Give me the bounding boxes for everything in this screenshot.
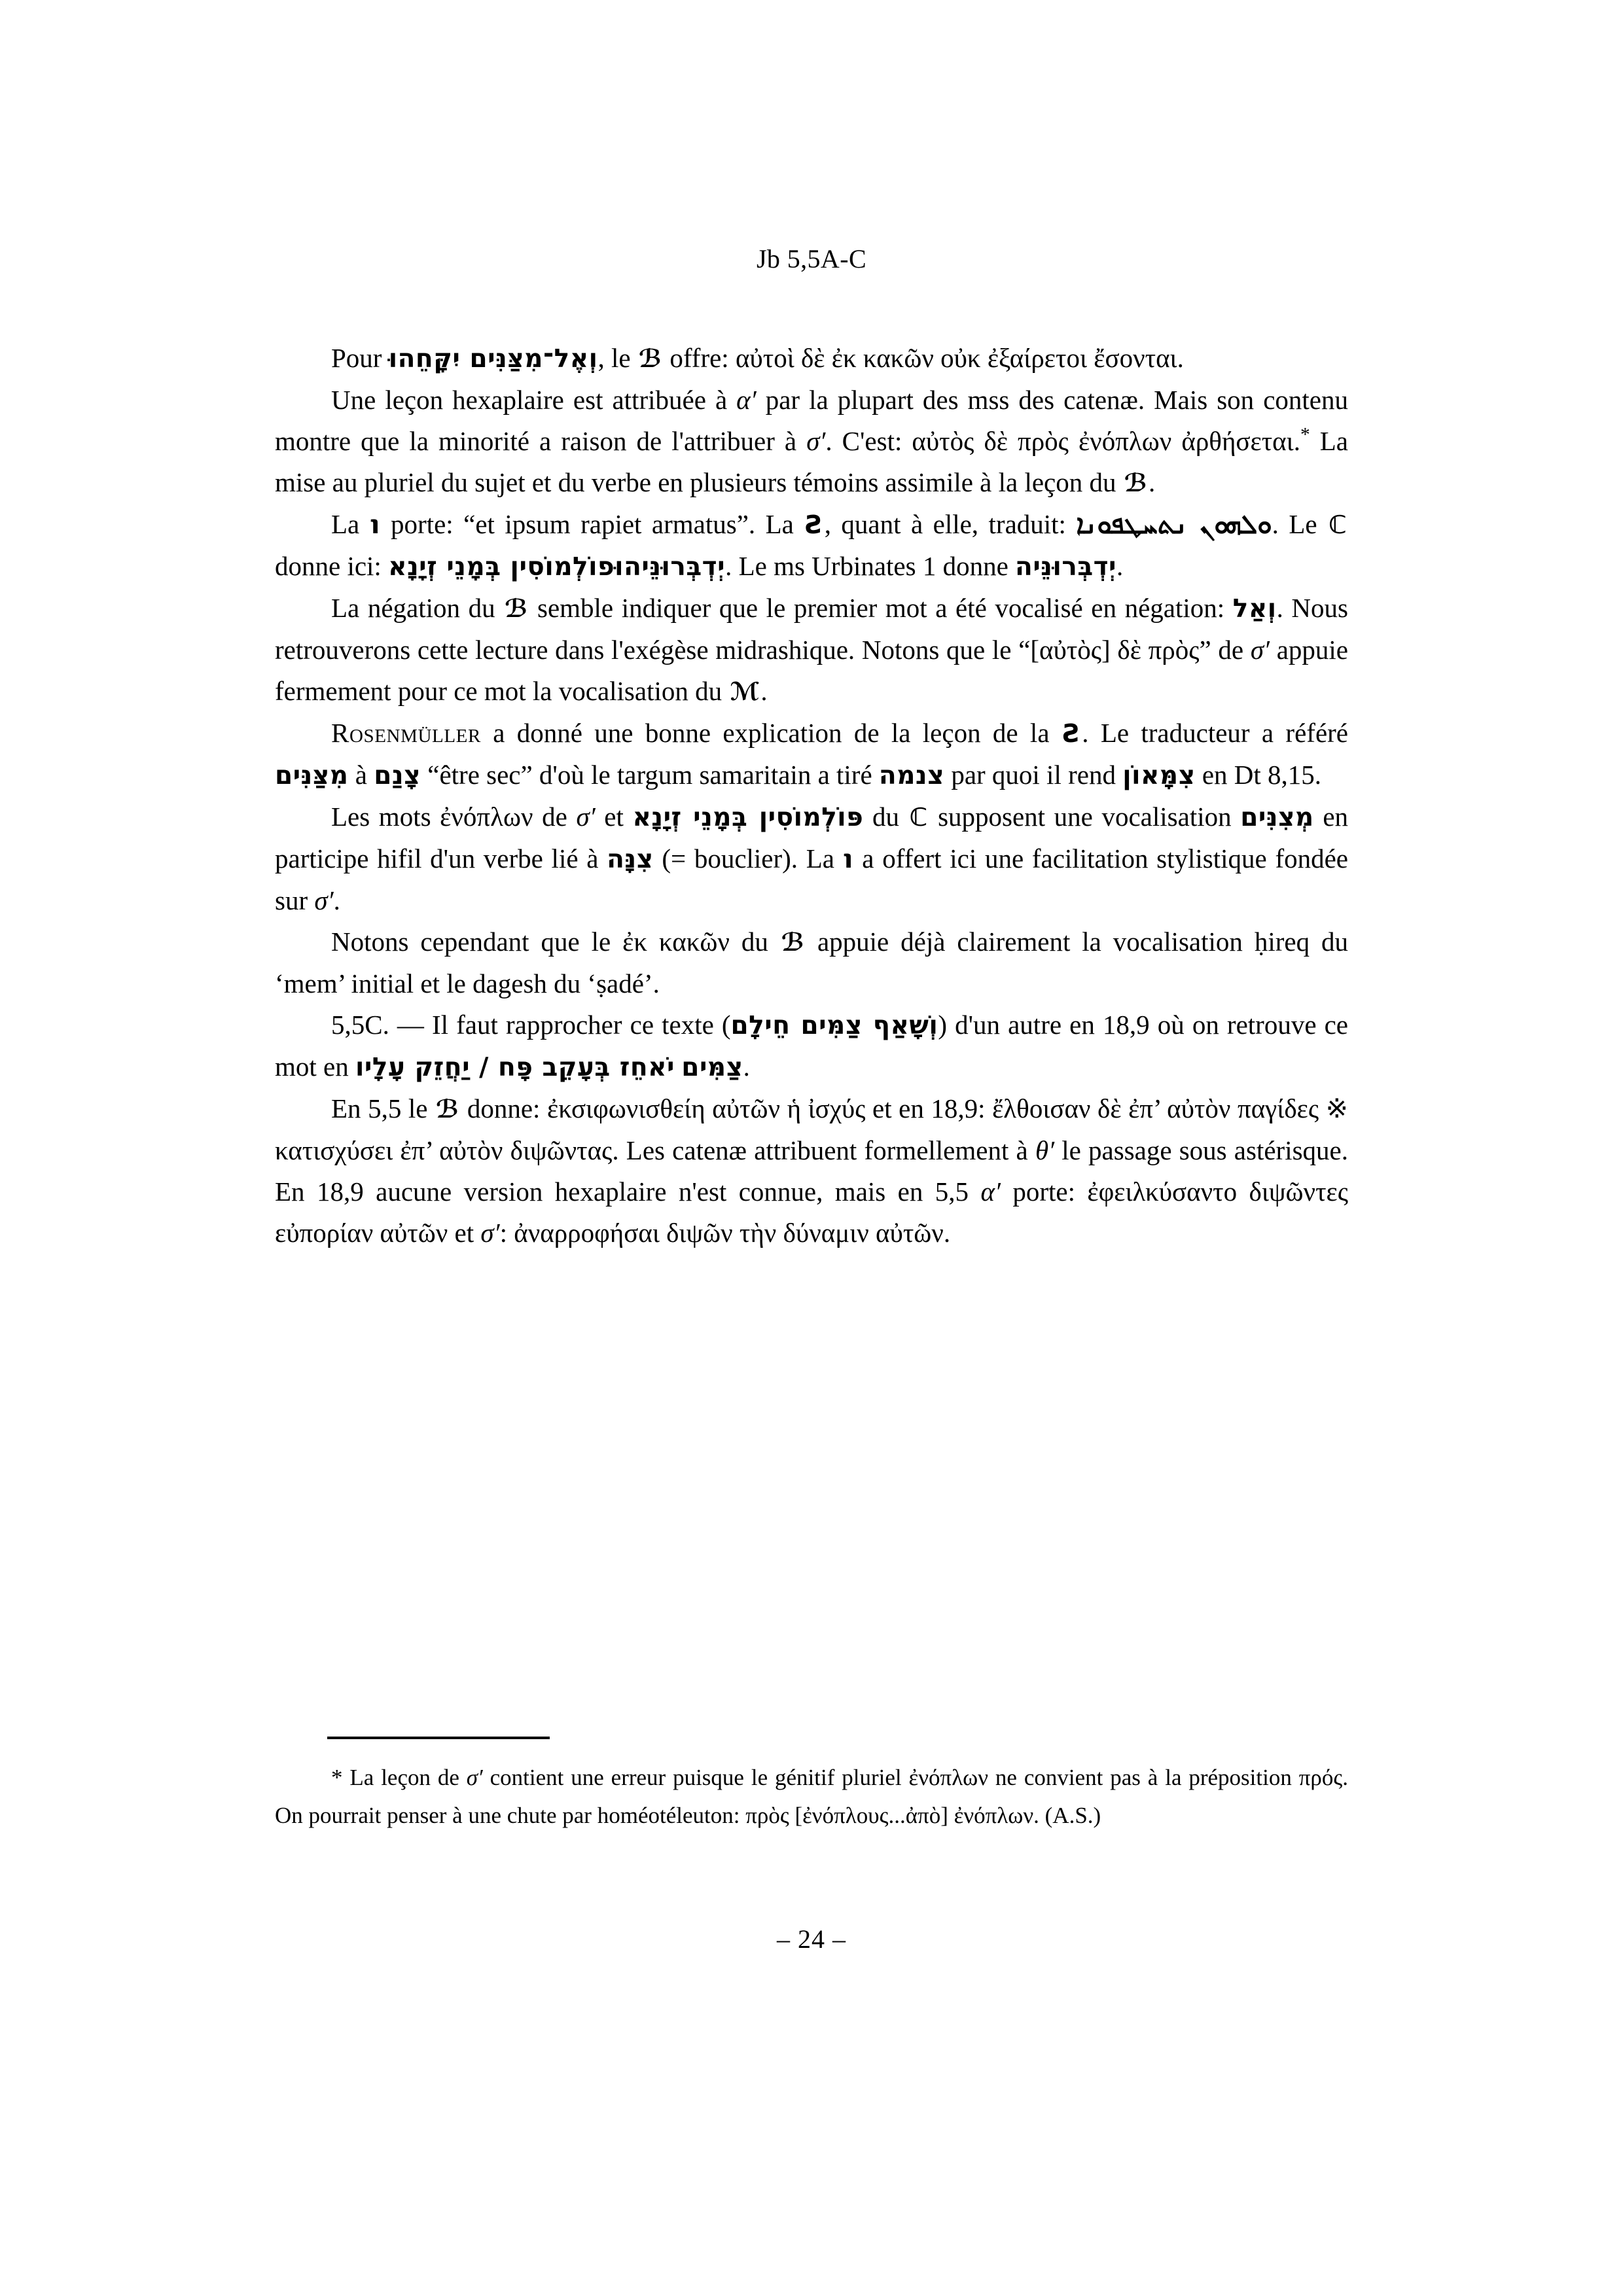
siglum-run: Ƨ xyxy=(805,510,823,539)
text-run: donne ici: xyxy=(275,551,389,581)
page-number: – 24 – xyxy=(777,1924,846,1954)
siglum-run: ℬ xyxy=(1124,468,1148,497)
text-run: La négation du xyxy=(331,593,504,623)
text-run: . xyxy=(1116,551,1124,581)
text-run: en participe hifil d'un verbe lié à xyxy=(275,802,1349,874)
text-run: offre: xyxy=(663,343,736,373)
paragraph xyxy=(275,380,1348,504)
running-head: Jb 5,5A-C xyxy=(756,244,867,274)
text-run: . xyxy=(333,885,340,915)
text-run: Une leçon hexaplaire est attribuée à xyxy=(331,385,737,415)
hebrew-run: מְצִנִּים xyxy=(1240,803,1314,832)
text-run: par la plupart des mss des catenæ. Mais son contenu montre que la minorité a raison de l'attribuer à xyxy=(275,385,1348,456)
siglum-run: Ƨ xyxy=(1062,719,1081,748)
text-run: porte: “et ipsum rapiet armatus”. La xyxy=(380,509,804,539)
text-run: appuie déjà clairement la vocalisation ḥireq du ‘mem’ initial et le dagesh du ‘ṣadé’. xyxy=(275,927,1349,998)
paragraph xyxy=(275,1004,1348,1088)
greek-run: αὐτὸς δὲ πρὸς ἐνόπλων ἀρθήσεται. xyxy=(912,426,1300,456)
paragraph xyxy=(275,588,1348,713)
siglum-run: ℬ xyxy=(781,928,805,957)
text-run: appuie fermement pour ce mot la vocalisation du xyxy=(275,635,1348,706)
siglum-run: ℬ xyxy=(638,344,662,373)
text-run: La mise au pluriel du sujet et du verbe en plusieurs témoins assimile à la leçon du xyxy=(275,426,1349,497)
paragraph xyxy=(275,796,1348,921)
text-run: de xyxy=(533,802,577,832)
text-run: . On pourrait penser à une chute par homéotéleuton: xyxy=(275,1765,1348,1828)
hebrew-run: צנמה xyxy=(878,761,945,790)
hebrew-run: מִצַּנִּים xyxy=(275,761,349,790)
text-run: Pour xyxy=(331,343,389,373)
text-run: porte: xyxy=(1000,1176,1088,1207)
footnote-marker: * xyxy=(1300,424,1310,446)
sigla-run: σ′ xyxy=(1250,635,1270,665)
hebrew-run: וּפוֹלְמוֹסִין בְּמָנֵי זְיָנָא xyxy=(388,552,624,582)
text-run: (= bouclier). La xyxy=(653,843,843,874)
text-run: . Nous retrouverons cette lecture dans l'exégèse midrashique. Notons que le “ xyxy=(275,593,1348,665)
text-run: et xyxy=(595,802,633,832)
text-run: , quant à elle, traduit: xyxy=(824,509,1077,539)
text-run: . xyxy=(743,1051,750,1082)
greek-run: ἐκ κακῶν xyxy=(622,927,730,957)
text-run: . Le traducteur a référé xyxy=(1082,718,1348,748)
text-run: * La leçon de xyxy=(331,1765,467,1790)
siglum-run: ℩ xyxy=(844,845,853,874)
paragraph xyxy=(275,1088,1348,1254)
greek-run: πρὸς [ἐνόπλους...ἀπὸ] ἐνόπλων. xyxy=(745,1803,1039,1828)
text-run: et en 18,9: xyxy=(865,1093,993,1123)
text-run: donne: xyxy=(460,1093,547,1123)
text-run: : xyxy=(499,1218,514,1248)
paragraph xyxy=(275,504,1348,588)
sigla-run: α′ xyxy=(980,1176,1001,1207)
sigla-run: σ′ xyxy=(806,426,826,456)
sigla-run: σ′ xyxy=(314,885,334,915)
hebrew-run: יְדְבְּרוּנֵּיה xyxy=(1015,552,1117,582)
greek-run: ἀναρροφήσαι διψῶν τὴν δύναμιν αὐτῶν. xyxy=(514,1218,951,1248)
body-text-block xyxy=(275,338,1348,1254)
hebrew-run: יְדְבְּרוּנֵּיה xyxy=(624,552,726,582)
text-run: Notons cependant que le xyxy=(331,927,623,957)
text-run: En 5,5 le xyxy=(331,1093,435,1123)
text-run: 5,5C. — Il faut rapprocher ce texte ( xyxy=(331,1010,731,1040)
sigla-run: σ′ xyxy=(576,802,596,832)
text-run: Les mots xyxy=(331,802,440,832)
syriac-run: ܘܠܗܘܢ ܢܬܚܛܦܘܢܐ xyxy=(1076,510,1272,540)
text-run: semble indiquer que le premier mot a été vocalisé en négation: xyxy=(529,593,1233,623)
paragraph xyxy=(275,921,1348,1004)
text-run: par quoi il rend xyxy=(944,760,1123,790)
hebrew-run: יֹאחֵז בְּעָקֵב פָּח / יַחֲזֵק עָלָיו xyxy=(355,1053,675,1082)
hebrew-run: וְשָׁאַף צַמִּים חֵילָם xyxy=(730,1011,938,1040)
text-run: . Le xyxy=(1272,509,1328,539)
greek-run: ἔλθοισαν δὲ ἐπ’ αὐτὸν παγίδες ※ κατισχύσει ἐπ’ αὐτὸν διψῶντας. xyxy=(275,1093,1349,1165)
hebrew-run: פּוֹלְמוֹסִין בְּמָנֵי זְיָנָא xyxy=(632,803,864,832)
greek-run: ἐνόπλων xyxy=(908,1765,989,1790)
text-run: . xyxy=(760,676,768,706)
text-run: . xyxy=(1149,467,1156,497)
hebrew-run: צִמָּאוֹן xyxy=(1122,761,1196,790)
greek-run: ἐνόπλων xyxy=(440,802,533,832)
paragraph xyxy=(275,338,1348,380)
text-run: à xyxy=(348,760,374,790)
footnote-separator-rule xyxy=(327,1737,550,1739)
text-run: le passage sous astérisque. En 18,9 aucune version hexaplaire n'est connue, mais en 5,5 xyxy=(275,1135,1348,1207)
text-run: contient une erreur puisque le génitif pluriel xyxy=(482,1765,909,1790)
siglum-run: ℂ xyxy=(909,803,928,832)
sigla-run: θ′ xyxy=(1035,1135,1055,1165)
siglum-run: ℩ xyxy=(370,510,380,539)
text-run: ne convient pas à la préposition xyxy=(988,1765,1299,1790)
text-run: et xyxy=(448,1218,481,1248)
hebrew-run: צַמִּים xyxy=(681,1053,743,1082)
siglum-run: ℂ xyxy=(1329,510,1347,539)
sigla-run: σ′ xyxy=(466,1765,483,1790)
hebrew-run: וְאַל xyxy=(1232,594,1277,624)
text-run: en Dt 8,15. xyxy=(1195,760,1322,790)
text-run: ) d'un autre en 18,9 où on retrouve ce mot en xyxy=(275,1010,1348,1082)
text-run: , le xyxy=(597,343,637,373)
greek-run: πρός xyxy=(1298,1765,1343,1790)
smallcaps-run: Rosenmüller xyxy=(331,718,481,748)
text-run: a offert ici une facilitation stylistique fondée sur xyxy=(275,843,1348,915)
hebrew-run: צִנָּה xyxy=(607,845,654,874)
text-run: . Le ms Urbinates 1 donne xyxy=(725,551,1016,581)
text-run: a donné une bonne explication de la leçon de la xyxy=(480,718,1061,748)
greek-run: [αὐτὸς] δὲ πρὸς xyxy=(1030,635,1200,665)
text-run: (A.S.) xyxy=(1039,1803,1101,1828)
hebrew-run: צָנַם xyxy=(374,761,421,790)
footnote-block xyxy=(275,1759,1348,1835)
sigla-run: σ′ xyxy=(480,1218,500,1248)
text-run: La xyxy=(331,509,370,539)
footnote-text xyxy=(275,1759,1348,1835)
text-run: Les catenæ attribuent formellement à xyxy=(618,1135,1035,1165)
siglum-run: ℬ xyxy=(436,1095,459,1123)
text-run: ” de xyxy=(1199,635,1251,665)
greek-run: αὐτοὶ δὲ ἐκ κακῶν οὐκ ἐξαίρετοι ἔσονται. xyxy=(735,343,1184,373)
text-run xyxy=(675,1051,681,1082)
text-run: du xyxy=(863,802,908,832)
siglum-run: ℳ xyxy=(730,677,760,706)
siglum-run: ℬ xyxy=(505,594,528,623)
text-run: “être sec” d'où le targum samaritain a tiré xyxy=(421,760,879,790)
greek-run: ἐφειλκύσαντο διψῶντες εὐπορίαν αὐτῶν xyxy=(275,1176,1348,1248)
text-run: supposent une vocalisation xyxy=(929,802,1241,832)
hebrew-run: וְאֶל־מִצַּנִּים יִקָּחֵהוּ xyxy=(388,344,598,374)
text-run: du xyxy=(729,927,780,957)
sigla-run: α′ xyxy=(736,385,757,415)
text-run: . C'est: xyxy=(825,426,912,456)
greek-run: ἐκσιφωνισθείη αὐτῶν ἡ ἰσχύς xyxy=(546,1093,866,1123)
paragraph xyxy=(275,713,1348,796)
page-content xyxy=(275,0,1348,1254)
